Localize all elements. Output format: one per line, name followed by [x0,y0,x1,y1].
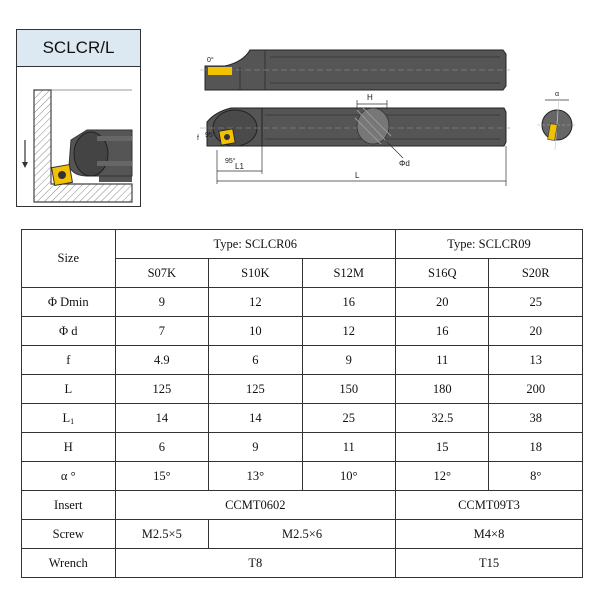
cell: T15 [396,549,583,578]
table-row [22,288,583,317]
cell: 20 [489,317,583,346]
group-header-sclcr09: Type: SCLCR09 [396,230,583,259]
table-row [22,433,583,462]
svg-text:95°: 95° [225,158,236,165]
svg-text:H: H [367,93,373,102]
cell: 11 [396,346,489,375]
cell: 9 [209,433,302,462]
cell: M2.5×6 [209,520,396,549]
tool-holder-technical-drawing [195,40,510,190]
cell: 12° [396,462,489,491]
cell: 15 [396,433,489,462]
group-header-sclcr06: Type: SCLCR06 [115,230,395,259]
cell: 18 [489,433,583,462]
cell: 10° [302,462,395,491]
cell: 6 [115,433,209,462]
cell: 16 [302,288,395,317]
model-header: S12M [302,259,395,288]
row-label: Insert [22,491,116,520]
cell: 125 [115,375,209,404]
cell: CCMT0602 [115,491,395,520]
table-row [22,317,583,346]
cell: 12 [302,317,395,346]
specification-table [21,229,583,578]
model-header: S16Q [396,259,489,288]
cell: 12 [209,288,302,317]
cell: 150 [302,375,395,404]
row-label: f [22,346,116,375]
table-header-row [22,230,583,259]
cell: 38 [489,404,583,433]
row-label: Screw [22,520,116,549]
cell: 15° [115,462,209,491]
cell: M4×8 [396,520,583,549]
insert-row [22,491,583,520]
cell: 11 [302,433,395,462]
svg-text:f: f [197,135,199,142]
top-view [200,50,510,90]
svg-text:Φd: Φd [399,159,410,168]
cell: 180 [396,375,489,404]
cell: 8° [489,462,583,491]
wrench-row [22,549,583,578]
row-label: Φ d [22,317,116,346]
front-view [197,93,510,186]
cell: 9 [115,288,209,317]
cell: 25 [489,288,583,317]
cell: 20 [396,288,489,317]
row-label: Φ Dmin [22,288,116,317]
cell: 200 [489,375,583,404]
table-row [22,375,583,404]
screw-row [22,520,583,549]
cell: 125 [209,375,302,404]
cell: 25 [302,404,395,433]
svg-text:0°: 0° [207,57,214,64]
cell: 14 [209,404,302,433]
svg-text:α: α [555,91,560,98]
model-header: S20R [489,259,583,288]
cell: 13 [489,346,583,375]
cell: M2.5×5 [115,520,209,549]
model-header: S10K [209,259,302,288]
row-label: $L_1$ [22,404,116,433]
row-label: L [22,375,116,404]
cell: 10 [209,317,302,346]
row-label: Wrench [22,549,116,578]
cell: 32.5 [396,404,489,433]
cell: 14 [115,404,209,433]
boring-operation-illustration [17,66,139,206]
size-header: Size [22,230,116,288]
model-header: S07K [115,259,209,288]
tool-type-badge [16,29,141,207]
svg-text:L1: L1 [235,162,244,171]
row-label: H [22,433,116,462]
svg-text:95°: 95° [205,132,216,139]
table-row [22,404,583,433]
cell: 6 [209,346,302,375]
cell: 9 [302,346,395,375]
svg-text:L: L [355,171,360,180]
cell: 16 [396,317,489,346]
cell: 13° [209,462,302,491]
cell: 4.9 [115,346,209,375]
row-label: α ° [22,462,116,491]
table-row [22,462,583,491]
cell: CCMT09T3 [396,491,583,520]
badge-title: SCLCR/L [17,30,140,67]
table-row [22,346,583,375]
cell: T8 [115,549,395,578]
cell: 7 [115,317,209,346]
end-view-drawing [535,88,585,158]
